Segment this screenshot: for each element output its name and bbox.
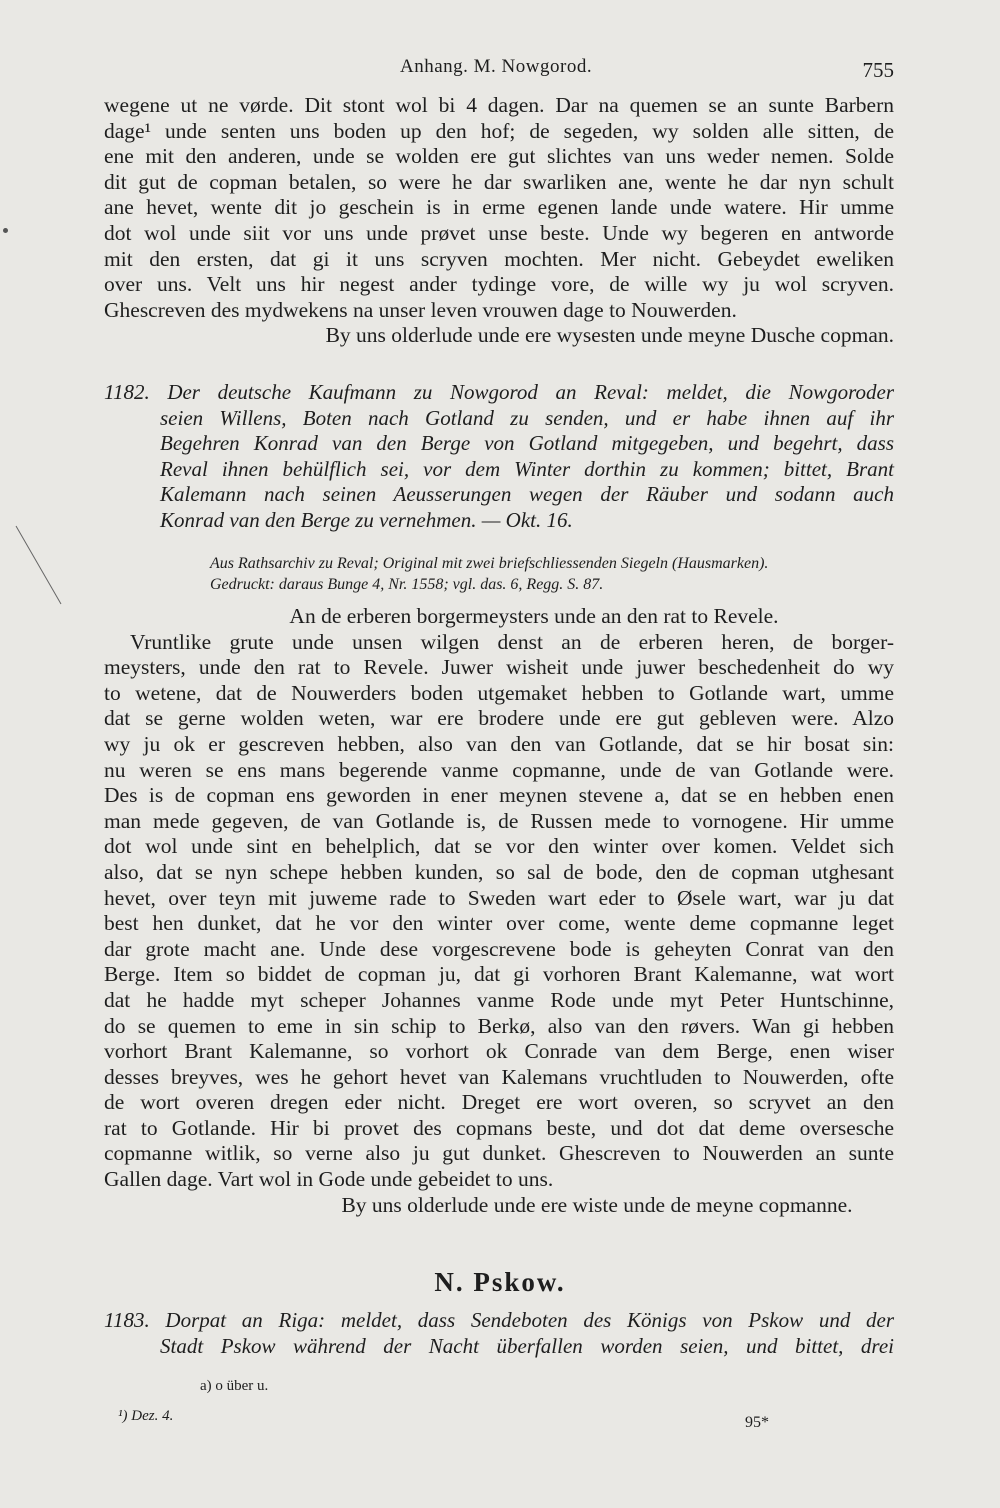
text-line: hevet, over teyn mit juweme rade to Sweden wart eder to Øsele wart, war ju dat (104, 885, 894, 910)
text-line: dit gut de copman betalen, so were he dar swarliken ane, wente he dar nyn schult (104, 169, 894, 194)
regest-text: Der deutsche Kaufmann zu Nowgorod an Reval: meldet, die Nowgoroder (167, 380, 895, 404)
text-line: dat he hadde myt scheper Johannes vanme Rode unde myt Peter Huntschinne, (104, 987, 894, 1012)
regest-line: Reval ihnen behülflich sei, vor dem Winter dorthin zu kommen; bittet, Brant (160, 456, 894, 481)
text-line: over uns. Velt uns hir negest ander tydinge vore, de wille wy ju wol scryven. (104, 272, 894, 297)
text-line: meysters, unde den rat to Revele. Juwer wisheit unde juwer beschedenheit do wy (104, 655, 894, 680)
text-line: mit den ersten, dat gi it uns scryven mochten. Mer nicht. Gebeydet eweliken (104, 246, 894, 271)
regest-line: Kalemann nach seinen Aeusserungen wegen der Räuber und sodann auch (160, 482, 894, 507)
margin-dot (3, 228, 8, 233)
source-line: Aus Rathsarchiv zu Reval; Original mit zwei briefschliessenden Siegeln (Hausmarken). (210, 555, 769, 572)
running-head (0, 56, 1000, 86)
regest-line (104, 380, 894, 406)
letter-1182 (104, 604, 894, 1218)
margin-stroke (16, 526, 62, 604)
section-heading: N. Pskow. (434, 1267, 566, 1297)
text-line: dage¹ unde senten uns boden up den hof; de segeden, wy solden alle sitten, de (104, 118, 894, 143)
regest-line (104, 1308, 894, 1334)
text-line: man mede gegeven, de van Gotlande is, de Russen mede to vornogene. Hir umme (104, 808, 894, 833)
entry-number: 1183. (104, 1308, 150, 1332)
letter-signature: By uns olderlude unde ere wiste unde de meyne copmanne. (341, 1192, 853, 1217)
regest-line: Begehren Konrad van den Berge von Gotland mitgegeben, und begehrt, dass (160, 431, 894, 456)
text-line: Vruntlike grute unde unsen wilgen denst an de erberen heren, de borger- (130, 629, 894, 654)
regest-line: Stadt Pskow während der Nacht überfallen worden seien, und bittet, drei (160, 1333, 894, 1358)
text-line: wy ju ok er gescreven hebben, also van den van Gotlande, dat se hir bosat sin: (104, 731, 894, 756)
text-line: vorhort Brant Kalemanne, so vorhort ok Conrade van dem Berge, enen wiser (104, 1039, 894, 1064)
regest-line: Konrad van den Berge zu vernehmen. — Okt. 16. (160, 507, 573, 532)
source-note (104, 553, 894, 595)
text-line: dat se gerne wolden weten, war ere brodere unde ere gut gebleven were. Alzo (104, 706, 894, 731)
text-line: Ghescreven des mydwekens na unser leven vrouwen dage to Nouwerden. (104, 297, 737, 322)
text-line: wegene ut ne vørde. Dit stont wol bi 4 dagen. Dar na quemen se an sunte Barbern (104, 93, 894, 117)
entry-number: 1182. (104, 380, 150, 404)
text-line: to wetene, dat de Nouwerders boden utgemaket hebben to Gotlande wart, umme (104, 680, 894, 705)
regest-text: Dorpat an Riga: meldet, dass Sendeboten des Königs von Pskow und der (165, 1308, 895, 1332)
printer-signature-mark: 95* (745, 1414, 769, 1431)
running-title: Anhang. M. Nowgorod. (400, 56, 593, 77)
text-line: Berge. Item so biddet de copman ju, dat gi vorhoren Brant Kalemanne, wat wort (104, 962, 894, 987)
letter-address: An de erberen borgermeysters unde an den rat to Revele. (289, 604, 779, 628)
regest-1183 (104, 1308, 894, 1359)
text-line: de wort overen dregen eder nicht. Dreget ere wort overen, so scryvet an den (104, 1090, 894, 1115)
continued-letter (104, 93, 894, 349)
footnote-a: a) o über u. (200, 1378, 269, 1394)
text-line: also, dat se nyn schepe hebben kunden, so sal de bode, den de copman utghesant (104, 859, 894, 884)
text-line: do se quemen to eme in sin schip to Berkø, also van den røvers. Wan gi hebben (104, 1013, 894, 1038)
text-line: Des is de copman ens geworden in ener meynen stevene a, dat se en hebben enen (104, 783, 894, 808)
source-line: Gedruckt: daraus Bunge 4, Nr. 1558; vgl. das. 6, Regg. S. 87. (210, 576, 604, 593)
regest-line: seien Willens, Boten nach Gotland zu senden, und er habe ihnen auf ihr (160, 405, 894, 430)
text-line: copmanne witlik, so verne also ju gut dunket. Ghescreven to Nouwerden an sunte (104, 1141, 894, 1166)
regest-1182 (104, 380, 894, 534)
text-line: nu weren se ens mans begerende vanme copmanne, unde de van Gotlande were. (104, 757, 894, 782)
text-line: Gallen dage. Vart wol in Gode unde gebeidet to uns. (104, 1167, 554, 1192)
text-line: ane hevet, wente dit jo geschein is in erme egenen lande unde watere. Hir umme (104, 195, 894, 220)
footnote-1: ¹) Dez. 4. (118, 1408, 174, 1424)
text-line: dot wol unde siit vor uns unde prøvet unse beste. Unde wy begeren en antworde (104, 220, 894, 245)
text-line: dot wol unde sint en behelplich, dat se vor den winter over komen. Veldet sich (104, 834, 894, 859)
text-line: dar grote macht ane. Unde dese vorgescrevene bode is geheyten Conrat van den (104, 936, 894, 961)
text-line: best hen dunket, dat he vor den winter over come, wente deme copmanne leget (104, 911, 894, 936)
page-number: 755 (862, 58, 894, 82)
text-line: ene mit den anderen, unde se wolden ere gut slichtes van uns weder nemen. Solde (104, 144, 894, 169)
letter-signature: By uns olderlude unde ere wysesten unde meyne Dusche copman. (325, 323, 894, 348)
text-line: desses breyves, wes he gehort hevet van Kalemans vruchtluden to Nouwerden, ofte (104, 1064, 894, 1089)
text-line: rat to Gotlande. Hir bi provet des copmans beste, und dot dat deme oversesche (104, 1115, 894, 1140)
